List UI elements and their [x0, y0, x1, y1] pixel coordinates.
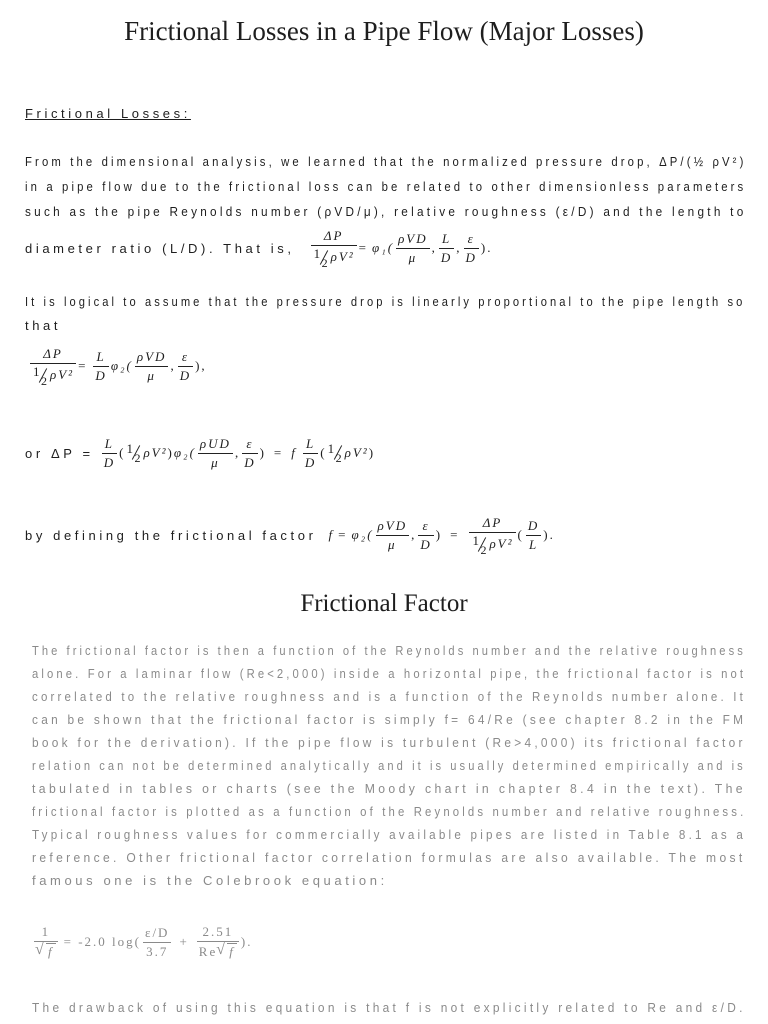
numerator: ε — [418, 518, 433, 536]
half-num: 1 — [327, 441, 337, 456]
comma: , — [170, 358, 176, 373]
paragraph-line: alone. For a laminar flow (Re<2,000) inside a horizontal pipe, the frictional factor is not — [32, 666, 747, 681]
denominator — [469, 533, 515, 556]
equals-sign: = — [78, 358, 88, 373]
rho-v2: ρV² — [344, 445, 369, 460]
section-heading-frictional-factor: Frictional Factor — [300, 590, 468, 617]
half-num: 1 — [313, 245, 323, 261]
phi2: φ₂( — [110, 358, 133, 373]
denominator — [30, 364, 76, 387]
paragraph-line: can be shown that the frictional factor is simply f= 64/Re (see chapter 8.2 in the FM — [32, 712, 747, 727]
denominator: μ — [388, 536, 397, 552]
half-num: 1 — [472, 532, 481, 548]
numerator: ΔP — [311, 228, 357, 246]
rho-v2: ρV² — [330, 248, 355, 264]
paragraph-line: tabulated in tables or charts (see the Moody chart in chapter 8.4 in the text). The — [32, 781, 746, 796]
denominator: 3.7 — [146, 943, 169, 959]
paragraph-line: frictional factor is plotted as a function of the Reynolds number and relative roughness. — [32, 804, 747, 819]
denominator: D — [440, 249, 453, 265]
numerator: L — [93, 349, 108, 367]
or-delta-p-label: or ΔP = — [25, 445, 94, 461]
comma: , — [411, 527, 417, 542]
equation-delta-p — [25, 430, 375, 476]
sqrt-f: √ f — [46, 943, 56, 960]
denominator: L — [528, 536, 539, 552]
half-den: 2 — [321, 255, 330, 270]
denominator: μ — [211, 454, 220, 470]
denominator: D — [420, 536, 432, 552]
paragraph-line: From the dimensional analysis, we learned that the normalized pressure drop, ΔP/(½ ρV²) — [25, 154, 747, 169]
fraction-l-over-d — [439, 231, 454, 266]
open-paren: ( — [517, 527, 524, 542]
close-paren: ), — [195, 358, 207, 373]
comma: , — [456, 240, 462, 255]
fraction-eps-over-d — [242, 436, 257, 471]
sqrt-f: √ f — [227, 943, 237, 960]
paragraph-line: reference. Other frictional factor correlation formulas are also available. The most — [32, 850, 746, 865]
fraction-reynolds-u — [198, 436, 233, 471]
close-paren: ). — [543, 527, 555, 542]
fraction-reynolds — [135, 349, 169, 384]
equation-colebrook: 1 √ f = -2.0 log( $\frac{\varepsilon/D}{3.7}$ + $\frac{2.51}{Re√ f}$ ). — [32, 914, 252, 970]
numerator: ε — [464, 231, 479, 249]
denominator: μ — [147, 367, 156, 383]
half-den: 2 — [41, 373, 49, 388]
half-fraction — [327, 442, 345, 464]
rho-v2: ρV² — [50, 366, 75, 382]
equation-phi1-line — [25, 228, 493, 268]
fraction-reynolds — [396, 231, 430, 266]
numerator: ΔP — [30, 346, 76, 364]
paragraph-line: book for the derivation). If the pipe flow is turbulent (Re>4,000) its frictional factor — [32, 735, 746, 750]
paragraph-line: It is logical to assume that the pressure drop is linearly proportional to the pipe length so — [25, 294, 746, 309]
denominator: D — [244, 454, 256, 470]
paragraph-line: The frictional factor is then a function of the Reynolds number and the relative roughness — [32, 643, 746, 658]
close-paren: ) — [259, 445, 266, 460]
phi1: φ₁( — [372, 240, 395, 255]
equals-sign: = — [338, 527, 348, 542]
numerator: 1 — [34, 924, 58, 942]
denominator — [34, 942, 58, 960]
friction-factor-symbol: f — [291, 445, 297, 460]
fraction-d-over-l — [526, 518, 541, 553]
denominator: D — [179, 367, 192, 383]
numerator: ρVD — [135, 349, 169, 367]
by-defining-label: by defining the frictional factor — [25, 527, 317, 543]
numerator: L — [439, 231, 454, 249]
open-paren: ( — [119, 445, 126, 460]
fraction-eps-d-over-37 — [143, 925, 171, 960]
paragraph-line: Typical roughness values for commercially available pipes are listed in Table 8.1 as a — [32, 827, 747, 842]
denominator — [311, 246, 357, 269]
fraction-dp-over-half-rho-v2 — [469, 515, 515, 556]
equation-phi1 — [309, 228, 493, 269]
paragraph-line: that — [25, 318, 62, 333]
half-den: 2 — [335, 451, 344, 465]
friction-factor-symbol: f — [328, 527, 335, 542]
phi2: φ₂( — [173, 445, 196, 460]
fraction-l-over-d — [303, 436, 318, 471]
fraction-reynolds — [376, 518, 410, 553]
fraction-eps-over-d — [178, 349, 193, 384]
paragraph-line: famous one is the Colebrook equation: — [32, 873, 388, 888]
close-paren: ) — [435, 527, 443, 542]
equals-sign: = — [273, 445, 284, 460]
comma: , — [234, 445, 241, 460]
paragraph-line: in a pipe flow due to the frictional loss can be related to other dimensionless parameters — [25, 179, 747, 194]
numerator: ρVD — [376, 518, 410, 536]
numerator: L — [303, 436, 318, 454]
rho-v2: ρV² — [143, 445, 168, 460]
paragraph-line: diameter ratio (L/D). That is, — [25, 240, 295, 256]
numerator: ε/D — [143, 925, 171, 943]
fraction-eps-over-d — [418, 518, 433, 553]
paragraph-line: relation can not be determined analytically and it is usually determined empirically and is — [32, 758, 746, 773]
half-fraction — [125, 442, 143, 464]
equation-phi2 — [28, 341, 207, 391]
half-den: 2 — [480, 542, 489, 557]
half-fraction — [32, 365, 50, 387]
denominator: D — [95, 367, 107, 383]
numerator: 2.51 — [197, 924, 239, 942]
numerator: ρUD — [198, 436, 233, 454]
page-title: Frictional Losses in a Pipe Flow (Major Losses) — [124, 16, 644, 46]
close-paren: ) — [167, 445, 174, 460]
half-fraction — [313, 247, 331, 269]
fraction-one-over-sqrt-f — [34, 924, 58, 960]
equation-friction-factor-definition — [25, 510, 555, 560]
fraction-eps-over-d — [464, 231, 479, 266]
numerator: ε — [242, 436, 257, 454]
half-den: 2 — [134, 451, 143, 465]
numerator: ε — [178, 349, 193, 367]
numerator: ΔP — [469, 515, 515, 533]
numerator: L — [102, 436, 117, 454]
phi2: φ₂( — [351, 527, 374, 542]
fraction-dp-over-half-rho-v2 — [30, 346, 76, 387]
denominator: D — [465, 249, 477, 265]
close-paren: ) — [368, 445, 376, 460]
paragraph-line: such as the pipe Reynolds number (ρVD/μ), relative roughness (ε/D) and the length to — [25, 204, 747, 219]
numerator: D — [526, 518, 541, 536]
denominator: μ — [408, 249, 418, 265]
equals-sign: = — [450, 527, 460, 542]
fraction-dp-over-half-rho-v2 — [311, 228, 357, 269]
paragraph-line: correlated to the relative roughness and is a function of the Reynolds number alone. It — [32, 689, 747, 704]
denominator: D — [304, 454, 317, 470]
open-paren: ( — [320, 445, 327, 460]
colebrook-log-term: = -2.0 log( — [63, 934, 141, 949]
fraction-251-over-re-sqrt-f — [197, 924, 239, 960]
half-num: 1 — [126, 441, 135, 456]
denominator — [197, 942, 239, 960]
equals-sign: = — [358, 240, 369, 255]
half-num: 1 — [33, 363, 42, 379]
comma: , — [431, 240, 437, 255]
section-label-frictional-losses: Frictional Losses: — [25, 106, 191, 121]
close-paren: ). — [480, 240, 493, 255]
rho-v2: ρV² — [489, 535, 514, 551]
fraction-l-over-d — [93, 349, 108, 384]
numerator: ρVD — [396, 231, 430, 249]
close-paren: ). — [240, 934, 253, 949]
denominator: D — [103, 454, 116, 470]
paragraph-line: The drawback of using this equation is that f is not explicitly related to Re and ε/D. — [32, 1000, 746, 1015]
fraction-l-over-d — [102, 436, 117, 471]
reynolds-symbol: Re — [198, 944, 218, 959]
half-fraction — [471, 534, 489, 556]
